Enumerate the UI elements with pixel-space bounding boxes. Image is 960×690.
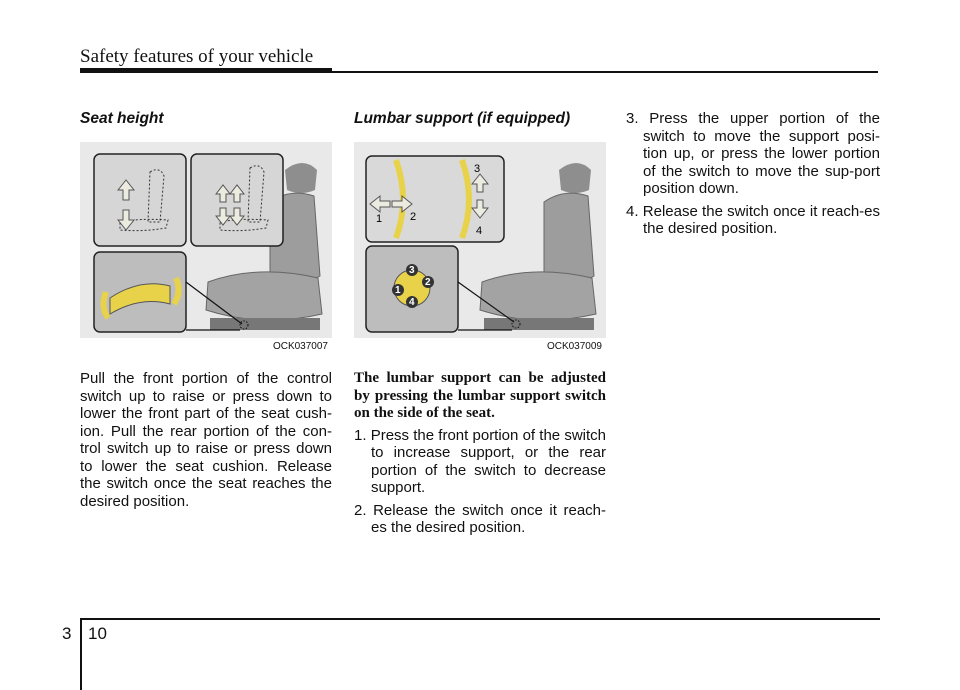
footer-rule: [80, 618, 880, 620]
lumbar-intro: The lumbar support can be adjusted by pressing the lumbar support switch on the side of the seat.: [354, 370, 606, 421]
figure-number-4: 4: [476, 225, 483, 237]
seat-height-body: Pull the front portion of the control switch up to raise or press down to lower the front part of the seat cush-ion. Pull the rear portion of the con-trol switch up to raise or press down to lower the seat cushion. Release the switch once the seat reaches the desired position.: [80, 370, 332, 510]
lumbar-step: 3. Press the upper portion of the switch to move the support posi-tion up, or press the lower portion of the switch to move the sup-port position down.: [626, 110, 880, 197]
lumbar-illustration: [354, 142, 606, 338]
figure-number-3: 3: [474, 163, 481, 175]
lumbar-steps-list: [354, 427, 606, 537]
header-rule-thin: [332, 71, 878, 73]
lumbar-section: [354, 110, 606, 542]
figure-code: OCK037009: [546, 341, 602, 352]
footer-vertical-rule: [80, 618, 82, 690]
lumbar-figure: [354, 142, 606, 338]
chapter-number: 3: [62, 624, 72, 643]
page-number: 10: [88, 624, 107, 643]
figure-number-1: 1: [376, 213, 383, 225]
seat-height-heading: Seat height: [80, 110, 164, 127]
lumbar-heading: Lumbar support (if equipped): [354, 110, 571, 127]
lumbar-step: 4. Release the switch once it reach-es the desired position.: [626, 202, 880, 237]
lumbar-step: 1. Press the front portion of the switch to increase support, or the rear portion of the switch to decrease support.: [354, 426, 606, 496]
seat-height-section: [80, 110, 332, 510]
figure-code: OCK037007: [272, 341, 328, 352]
lumbar-steps-continued: [626, 110, 880, 243]
knob-number-4: 4: [409, 297, 415, 308]
lumbar-step: 2. Release the switch once it reach-es the desired position.: [354, 501, 606, 536]
seat-height-figure: [80, 142, 332, 338]
knob-number-2: 2: [425, 277, 431, 288]
section-header: Safety features of your vehicle: [80, 46, 314, 67]
header-rule: [80, 68, 332, 73]
knob-number-3: 3: [409, 265, 415, 276]
knob-number-1: 1: [395, 285, 401, 296]
lumbar-steps-list: [626, 110, 880, 238]
seat-height-illustration: [80, 142, 332, 338]
figure-number-2: 2: [410, 211, 417, 223]
